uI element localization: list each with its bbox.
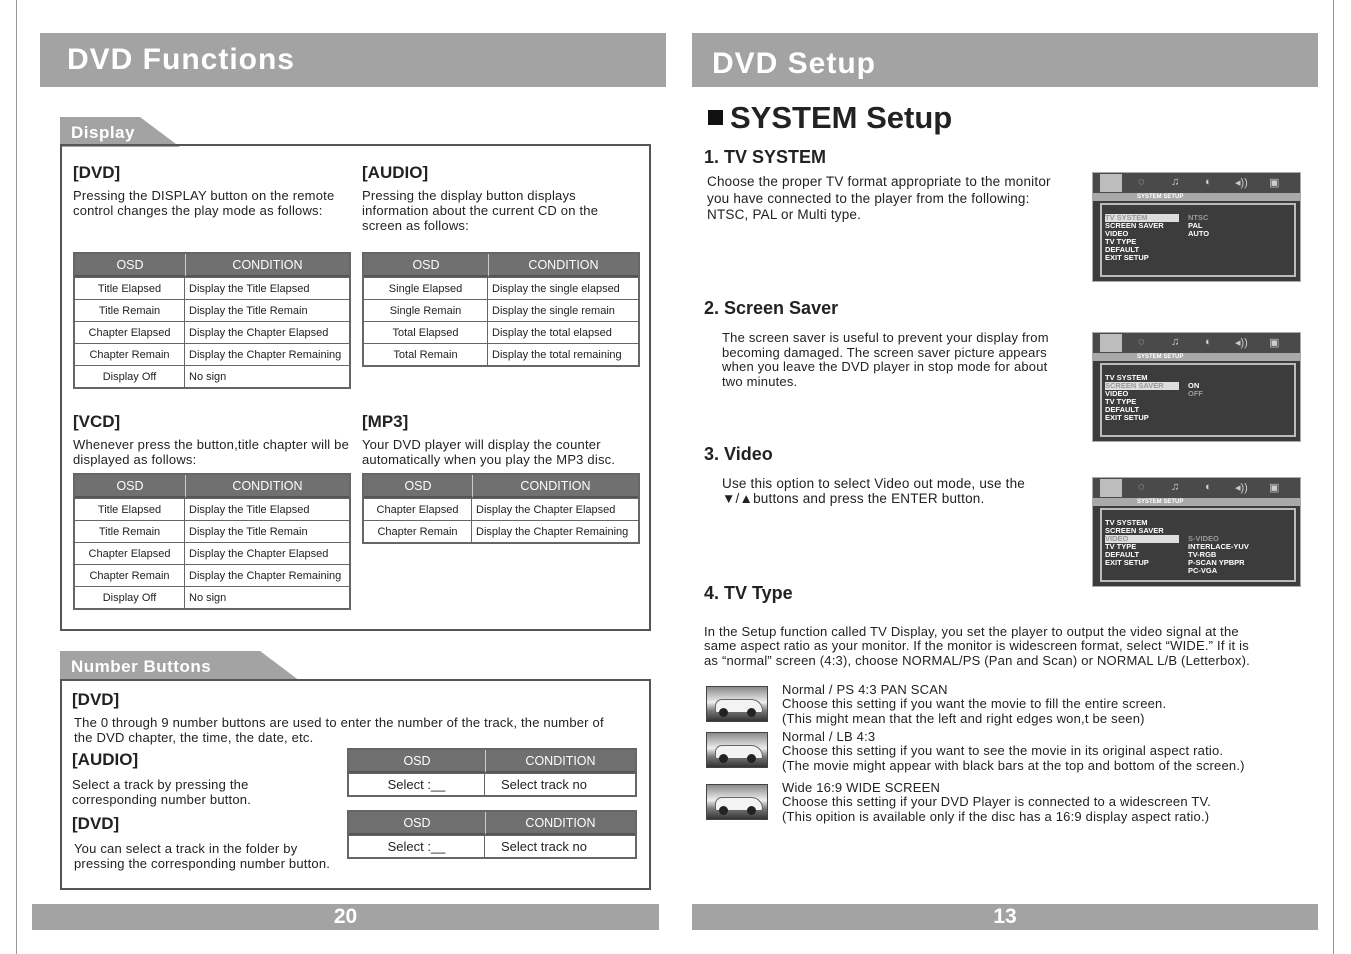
video-text-c: ▼/▲buttons and press the ENTER button. [722,491,985,506]
table-row [75,365,349,387]
osd-option: P-SCAN YPBPR [1188,558,1245,567]
osd-options [1188,382,1203,398]
tv-type-heading: 4. TV Type [704,583,793,603]
option-line: (This might mean that the left and right edges won,t be seen) [782,710,1145,726]
osd-cell: Total Remain [364,343,488,365]
speaker-icon: ◂)) [1235,177,1248,189]
osd-header: OSD [364,475,472,498]
osd-label: SYSTEM SETUP [1093,193,1300,201]
num-audio-heading: [AUDIO] [72,750,139,769]
osd-cell: Select :__ [349,773,485,795]
osd-option: PAL [1188,221,1203,230]
osd-cell: Chapter Remain [75,564,185,586]
tv-system-text: Choose the proper TV format appropriate to the monitor you have connected to the player from the following: NTSC, PAL or Multi type. [707,174,1051,222]
condition-cell: Select track no [485,835,635,857]
osd-option: OFF [1188,389,1203,398]
osd-option: NTSC [1188,213,1209,222]
vcd-text: Whenever press the button,title chapter will be displayed as follows: [73,437,350,467]
osd-menu-screen-saver [1092,332,1301,442]
system-setup-title [708,100,952,136]
osd-cell: Title Elapsed [75,277,185,299]
tv-icon [1100,479,1122,497]
osd-options [1188,535,1249,575]
condition-header: CONDITION [185,254,349,277]
osd-option: S-VIDEO [1188,534,1219,543]
tv-type-option [782,730,1282,773]
tv-icon [1100,174,1122,192]
table-row [364,343,638,365]
osd-item: TV SYSTEM [1105,214,1179,222]
dvd-text: Pressing the DISPLAY button on the remote control changes the play mode as follows: [73,188,335,218]
osd-icon-bar [1093,333,1300,353]
condition-cell: Display the Chapter Elapsed [185,321,349,343]
condition-cell: Display the single remain [488,299,638,321]
speech-icon: ◌ [1138,481,1145,493]
option-title: Normal / LB 4:3 [782,729,876,744]
table-row [364,520,638,542]
osd-item: SCREEN SAVER [1105,382,1179,390]
osd-header: OSD [349,750,485,773]
osd-icon-bar [1093,478,1300,498]
vcd-heading: [VCD] [73,412,121,431]
condition-cell: Display the Chapter Elapsed [185,542,349,564]
video-text-a: Use this option to select Video out mode, [722,476,976,491]
table-row [364,321,638,343]
dvd-display-table [73,252,351,389]
num-dvd2-table [347,810,637,859]
option-title: Normal / PS 4:3 PAN SCAN [782,682,948,697]
tv-type-intro: In the Setup function called TV Display, you set the player to output the video signal at the same aspect ratio as your monitor. If the monitor is widescreen format, select “WIDE.” If it is as “normal” screen (4:3), choose NORMAL/PS (Pan and Scan) or NORMAL L/B (Letterbox). [704,624,1250,668]
right-page-number: 13 [692,904,1318,930]
osd-cell: Chapter Remain [364,520,472,542]
tv-type-option [782,683,1282,726]
table-row [364,277,638,299]
osd-option: INTERLACE-YUV [1188,542,1249,551]
video-text-b: use the [979,476,1025,491]
osd-item: SCREEN SAVER [1105,221,1164,230]
audio-text: Pressing the display button displays information about the current CD on the screen as follows: [362,188,599,233]
num-dvd2-text: You can select a track in the folder by pressing the corresponding number button. [74,841,331,871]
condition-cell: Select track no [485,773,635,795]
car-image [706,732,768,768]
osd-item: VIDEO [1105,229,1129,238]
osd-header: OSD [349,812,485,835]
osd-item: TV SYSTEM [1105,373,1148,382]
osd-icon-bar [1093,173,1300,193]
speaker-icon: ◂)) [1235,482,1248,494]
condition-cell: Display the Title Elapsed [185,277,349,299]
osd-option: ON [1188,381,1200,390]
car-image [706,686,768,722]
car-image [706,784,768,820]
osd-cell: Select :__ [349,835,485,857]
condition-cell: No sign [185,365,349,387]
condition-header: CONDITION [485,812,635,835]
table-row [75,586,349,608]
tv-type-option [782,781,1282,824]
table-row [75,498,349,520]
table-row [75,321,349,343]
osd-cell: Total Elapsed [364,321,488,343]
mp3-display-table [362,473,640,544]
osd-cell: Chapter Remain [75,343,185,365]
condition-header: CONDITION [485,750,635,773]
tv-system-heading: 1. TV SYSTEM [704,147,827,167]
square-bullet-icon [708,110,723,125]
osd-options [1188,214,1209,238]
disc-icon: ◐ [1205,336,1212,348]
condition-cell: Display the Chapter Remaining [185,564,349,586]
osd-item: VIDEO [1105,389,1129,398]
video-icon: ▣ [1269,337,1280,349]
osd-item: TV SYSTEM [1105,518,1148,527]
music-icon: ♫ [1171,481,1180,493]
right-banner: DVD Setup [692,33,1318,87]
condition-cell: Display the total elapsed [488,321,638,343]
osd-item: DEFAULT [1105,405,1140,414]
osd-menu-video [1092,477,1301,587]
speech-icon: ◌ [1138,336,1145,348]
osd-item: EXIT SETUP [1105,253,1149,262]
osd-option: AUTO [1188,229,1210,238]
condition-cell: No sign [185,586,349,608]
num-dvd-heading: [DVD] [72,690,120,709]
condition-header: CONDITION [185,475,349,498]
video-icon: ▣ [1269,482,1280,494]
condition-cell: Display the single elapsed [488,277,638,299]
osd-option: TV-RGB [1188,550,1217,559]
option-line: Choose this setting if you want the movie to fill the entire screen. [782,696,1167,712]
osd-item: DEFAULT [1105,245,1140,254]
screen-saver-heading: 2. Screen Saver [704,298,839,318]
table-row [75,520,349,542]
osd-label: SYSTEM SETUP [1093,353,1300,361]
table-row [75,277,349,299]
osd-item: TV TYPE [1105,397,1137,406]
display-tab: Display [60,117,140,147]
osd-item: DEFAULT [1105,550,1140,559]
condition-cell: Display the Title Remain [185,520,349,542]
condition-header: CONDITION [472,475,638,498]
osd-cell: Display Off [75,365,185,387]
music-icon: ♫ [1171,176,1180,188]
condition-cell: Display the total remaining [488,343,638,365]
table-row [75,542,349,564]
condition-cell: Display the Title Elapsed [185,498,349,520]
osd-item: EXIT SETUP [1105,558,1149,567]
osd-cell: Title Remain [75,299,185,321]
vcd-display-table [73,473,351,610]
table-row [75,564,349,586]
left-page-number: 20 [32,904,659,930]
option-line: Choose this setting if your DVD Player is connected to a widescreen TV. [782,794,1211,810]
osd-item: TV TYPE [1105,237,1137,246]
osd-header: OSD [364,254,488,277]
number-buttons-tab: Number Buttons [60,651,260,681]
condition-cell: Display the Title Remain [185,299,349,321]
system-setup-title-text: SYSTEM Setup [730,100,953,135]
condition-cell: Display the Chapter Remaining [472,520,638,542]
osd-items [1105,519,1179,567]
speech-icon: ◌ [1138,176,1145,188]
option-line: (The movie might appear with black bars at the top and bottom of the screen.) [782,757,1245,773]
osd-cell: Single Elapsed [364,277,488,299]
osd-item: EXIT SETUP [1105,413,1149,422]
speaker-icon: ◂)) [1235,337,1248,349]
osd-cell: Title Elapsed [75,498,185,520]
condition-cell: Display the Chapter Elapsed [472,498,638,520]
num-dvd2-heading: [DVD] [72,814,120,833]
audio-display-table [362,252,640,367]
osd-cell: Chapter Elapsed [364,498,472,520]
osd-cell: Chapter Elapsed [75,321,185,343]
table-row [364,299,638,321]
osd-header: OSD [75,254,185,277]
tv-icon [1100,334,1122,352]
num-audio-text: Select a track by pressing the corresponding number button. [72,777,252,807]
num-audio-table [347,748,637,797]
left-banner: DVD Functions [40,33,666,87]
music-icon: ♫ [1171,336,1180,348]
option-line: Choose this setting if you want to see the movie in its original aspect ratio. [782,743,1224,759]
table-row [349,835,635,857]
mp3-text: Your DVD player will display the counter automatically when you play the MP3 disc. [362,437,616,467]
table-row [75,299,349,321]
video-icon: ▣ [1269,177,1280,189]
osd-label: SYSTEM SETUP [1093,498,1300,506]
disc-icon: ◐ [1205,176,1212,188]
audio-heading: [AUDIO] [362,163,429,182]
dvd-heading: [DVD] [73,163,121,182]
osd-item: TV TYPE [1105,542,1137,551]
option-line: (This opition is available only if the disc has a 16:9 display aspect ratio.) [782,808,1210,824]
condition-header: CONDITION [488,254,638,277]
table-row [349,773,635,795]
video-text [722,476,1052,506]
screen-saver-text: The screen saver is useful to prevent your display from becoming damaged. The screen saver picture appears when you leave the DVD player in stop mode for about two minutes. [722,330,1049,389]
video-heading: 3. Video [704,444,773,464]
osd-items [1105,214,1179,262]
condition-cell: Display the Chapter Remaining [185,343,349,365]
disc-icon: ◐ [1205,481,1212,493]
osd-item: SCREEN SAVER [1105,526,1164,535]
osd-cell: Single Remain [364,299,488,321]
osd-items [1105,374,1179,422]
osd-item: VIDEO [1105,535,1179,543]
osd-option: PC-VGA [1188,566,1218,575]
osd-cell: Display Off [75,586,185,608]
osd-menu-tv-system [1092,172,1301,282]
table-row [75,343,349,365]
mp3-heading: [MP3] [362,412,409,431]
osd-cell: Chapter Elapsed [75,542,185,564]
num-dvd-text: The 0 through 9 number buttons are used to enter the number of the track, the number of the DVD chapter, the time, the date, etc. [74,715,604,745]
table-row [364,498,638,520]
osd-cell: Title Remain [75,520,185,542]
option-title: Wide 16:9 WIDE SCREEN [782,780,941,795]
osd-header: OSD [75,475,185,498]
